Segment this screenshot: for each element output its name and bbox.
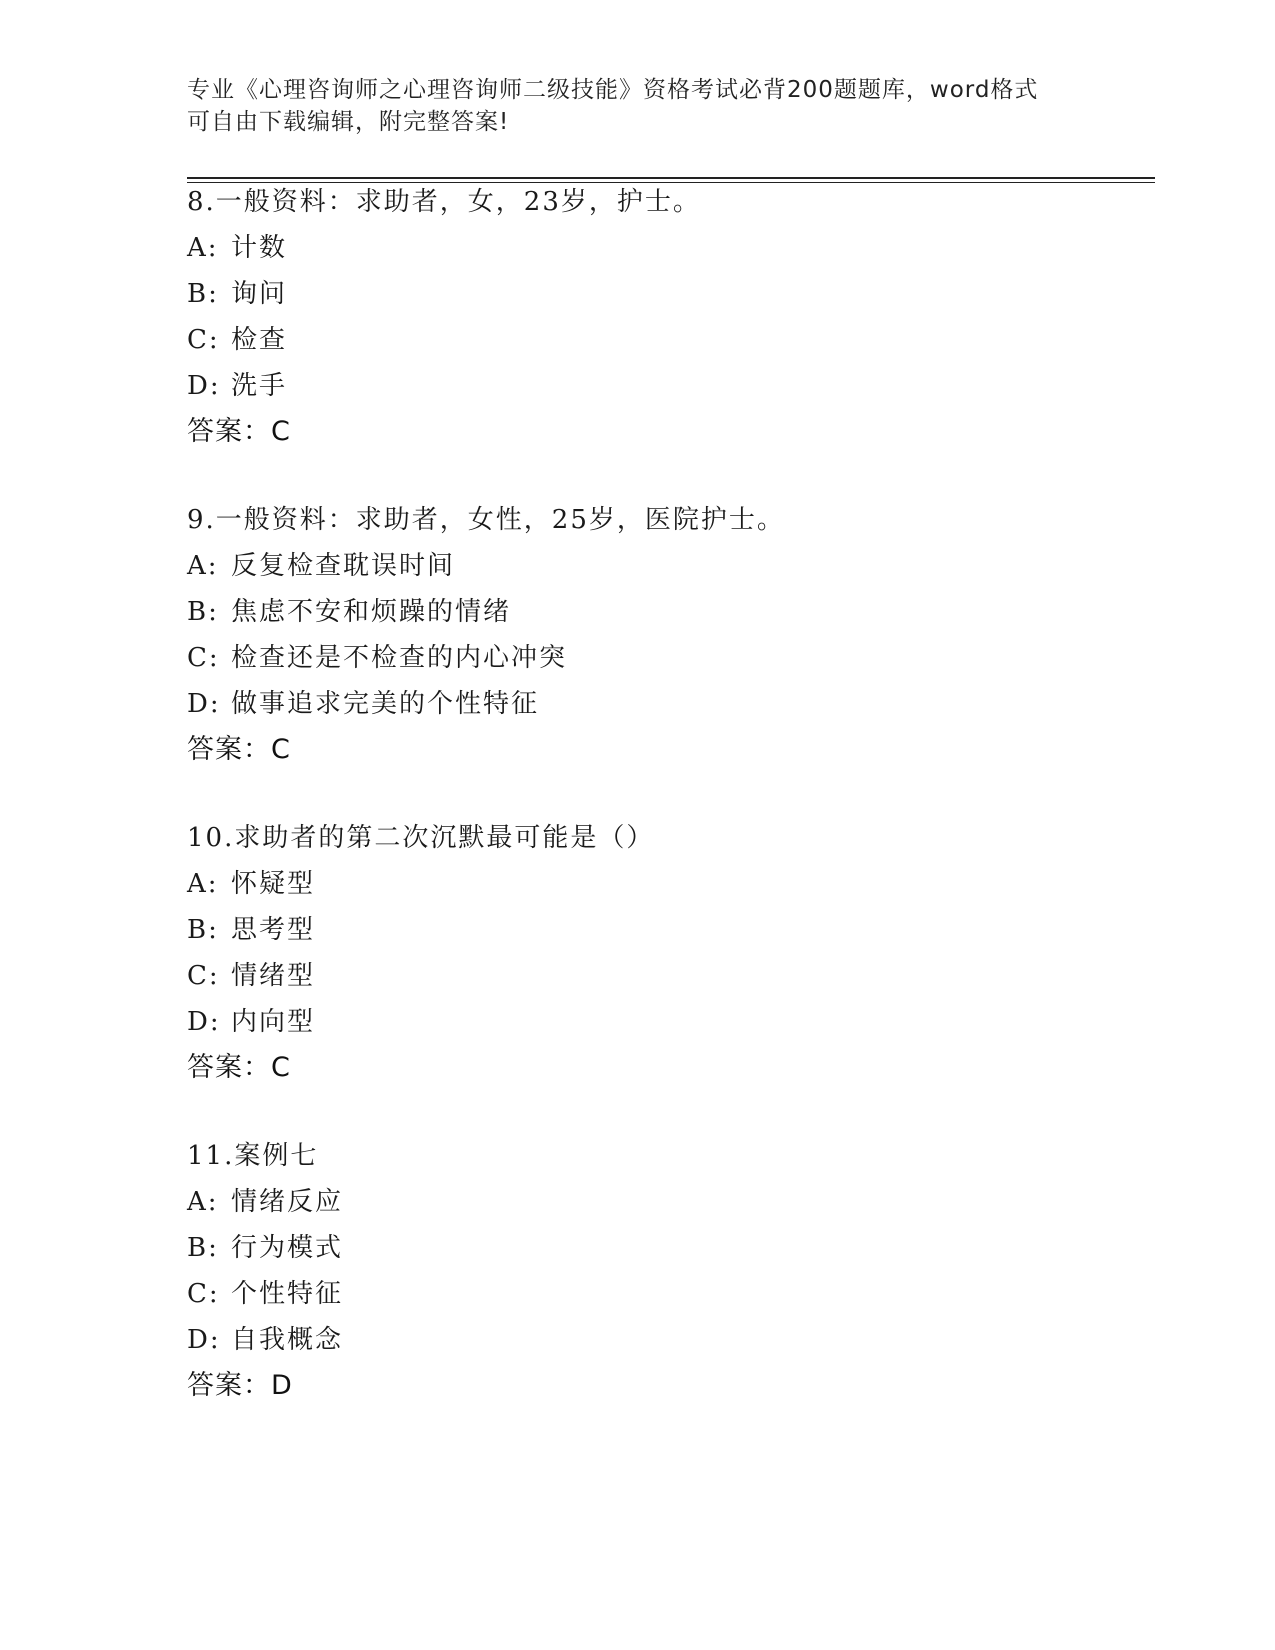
question-block-10	[187, 815, 1137, 1091]
document-header	[187, 74, 1087, 138]
option-text: 询问	[231, 279, 288, 309]
option-text: 洗手	[231, 371, 288, 401]
option-text: 情绪型	[231, 961, 316, 991]
question-block-9	[187, 497, 1137, 773]
option-letter: D:	[187, 1007, 221, 1037]
question-block-8	[187, 179, 1137, 455]
question-title: 10.求助者的第二次沉默最可能是（）	[187, 823, 655, 853]
option-letter: C:	[187, 961, 220, 991]
option-letter: C:	[187, 1279, 220, 1309]
option-a	[187, 225, 1137, 271]
option-letter: C:	[187, 643, 220, 673]
option-letter: B:	[187, 1233, 219, 1263]
option-d	[187, 363, 1137, 409]
question-block-11	[187, 1133, 1137, 1409]
option-text: 个性特征	[231, 1279, 344, 1309]
option-text: 自我概念	[231, 1325, 344, 1355]
option-text: 焦虑不安和烦躁的情绪	[231, 597, 512, 627]
option-text: 检查还是不检查的内心冲突	[231, 643, 568, 673]
option-d	[187, 681, 1137, 727]
answer-line: 答案：C	[187, 1052, 291, 1083]
option-c	[187, 953, 1137, 999]
option-d	[187, 1317, 1137, 1363]
option-text: 行为模式	[231, 1233, 344, 1263]
option-b	[187, 1225, 1137, 1271]
question-title: 9.一般资料：求助者，女性，25岁，医院护士。	[187, 505, 785, 535]
option-b	[187, 907, 1137, 953]
option-letter: A:	[187, 1187, 219, 1217]
option-text: 情绪反应	[231, 1187, 344, 1217]
option-c	[187, 635, 1137, 681]
answer-line: 答案：D	[187, 1370, 293, 1401]
question-title: 11.案例七	[187, 1141, 319, 1171]
option-text: 内向型	[231, 1007, 316, 1037]
option-b	[187, 271, 1137, 317]
option-text: 做事追求完美的个性特征	[231, 689, 540, 719]
option-text: 反复检查耽误时间	[231, 551, 456, 581]
option-text: 怀疑型	[231, 869, 316, 899]
question-title: 8.一般资料：求助者，女，23岁，护士。	[187, 187, 701, 217]
option-letter: B:	[187, 597, 219, 627]
option-b	[187, 589, 1137, 635]
option-letter: D:	[187, 1325, 221, 1355]
option-letter: D:	[187, 371, 221, 401]
option-a	[187, 1179, 1137, 1225]
option-c	[187, 1271, 1137, 1317]
option-letter: D:	[187, 689, 221, 719]
answer-line: 答案：C	[187, 734, 291, 765]
option-text: 检查	[231, 325, 288, 355]
option-letter: A:	[187, 551, 219, 581]
answer-line: 答案：C	[187, 416, 291, 447]
option-letter: B:	[187, 915, 219, 945]
option-text: 计数	[231, 233, 288, 263]
option-letter: B:	[187, 279, 219, 309]
option-letter: A:	[187, 869, 219, 899]
option-a	[187, 543, 1137, 589]
option-d	[187, 999, 1137, 1045]
option-letter: A:	[187, 233, 219, 263]
option-c	[187, 317, 1137, 363]
header-line-1: 专业《心理咨询师之心理咨询师二级技能》资格考试必背200题题库，word格式	[187, 77, 1039, 103]
option-a	[187, 861, 1137, 907]
header-line-2: 可自由下载编辑，附完整答案!	[187, 109, 510, 135]
option-text: 思考型	[231, 915, 316, 945]
option-letter: C:	[187, 325, 220, 355]
